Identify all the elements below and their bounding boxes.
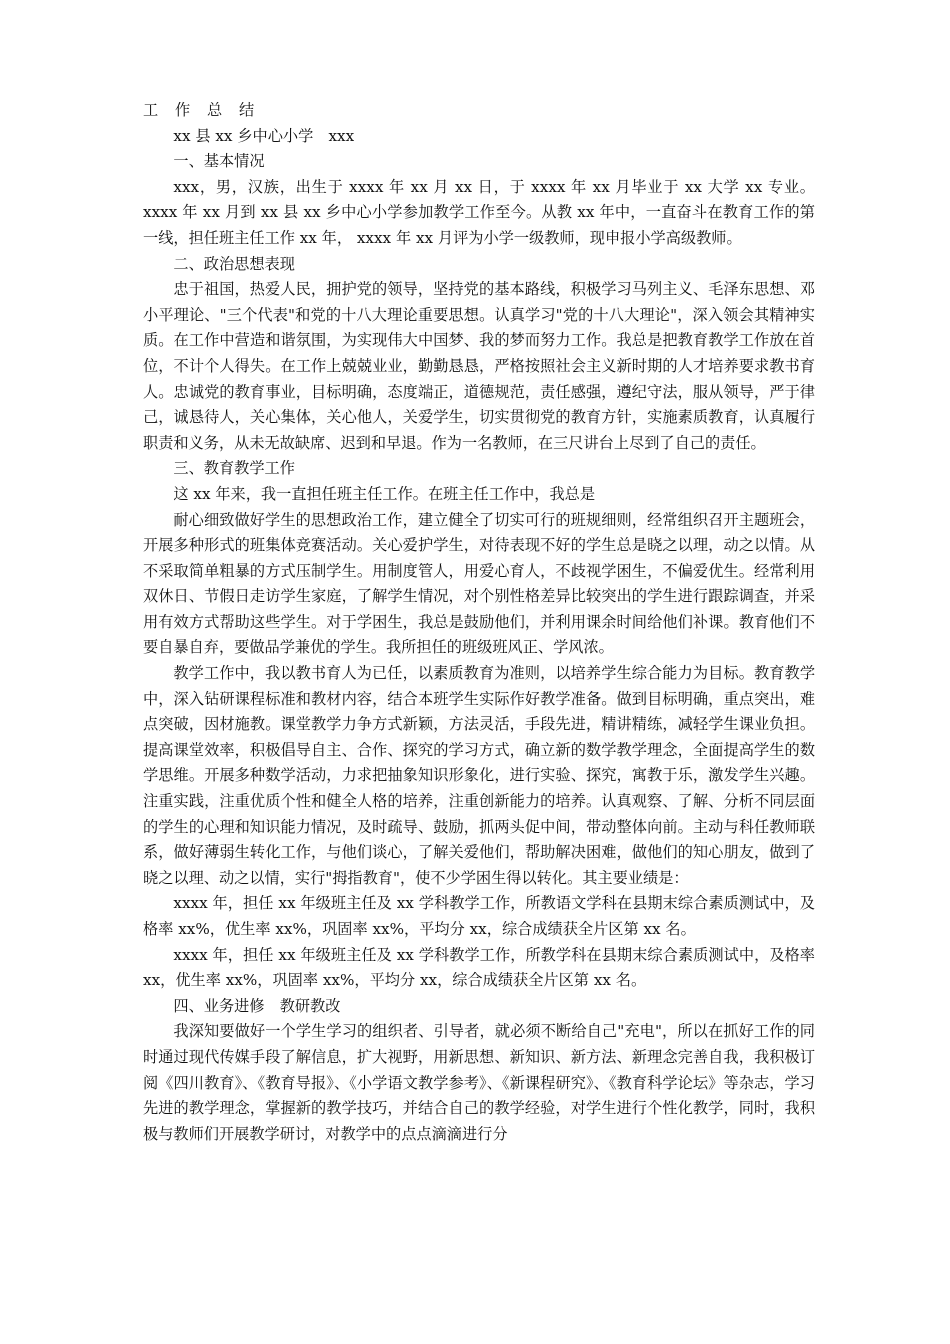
section-heading-study-research: 四、业务进修 教研教改 — [173, 996, 341, 1015]
paragraph-political: 忠于祖国，热爱人民，拥护党的领导，坚持党的基本路线，积极学习马列主义、毛泽东思想、邓小平理论、"三个代表"和党的十八大理论重要思想。认真学习"党的十八大理论"，深入领会其精神实质。在工作中营造和谐氛围，为实现伟大中国梦、我的梦而努力工作。我总是把教育教学工作放在首位，不计个人得失。在工作上兢兢业业，勤勤恳恳，严格按照社会主义新时期的人才培养要求教书育人。忠诚党的教育事业，目标明确，态度端正，道德规范，责任感强，遵纪守法，服从领导，严于律己，诚恳待人，关心集体，关心他人，关爱学生，切实贯彻党的教育方针，实施素质教育，认真履行职责和义务，从未无故缺席、迟到和早退。作为一名教师，在三尺讲台上尽到了自己的责任。 — [143, 280, 815, 452]
paragraph-achievement-1: xxxx 年，担任 xx 年级班主任及 xx 学科教学工作，所教语文学科在县期末综合素质测试中，及格率 xx%，优生率 xx%，巩固率 xx%，平均分 xx，综合成绩获全片区第 xx 名。 — [143, 894, 815, 938]
paragraph-teaching-work: 教学工作中，我以教书育人为已任，以素质教育为准则，以培养学生综合能力为目标。教育教学中，深入钻研课程标准和教材内容，结合本班学生实际作好教学准备。做到目标明确，重点突出，难点突破，因材施教。课堂教学力争方式新颖，方法灵活，手段先进，精讲精练，减轻学生课业负担。提高课堂效率，积极倡导自主、合作、探究的学习方式，确立新的数学教学理念，全面提高学生的数学思维。开展多种数学活动，力求把抽象知识形象化，进行实验、探究，寓教于乐，激发学生兴趣。注重实践，注重优质个性和健全人格的培养，注重创新能力的培养。认真观察、了解、分析不同层面的学生的心理和知识能力情况，及时疏导、鼓励，抓两头促中间，带动整体向前。主动与科任教师联系，做好薄弱生转化工作，与他们谈心，了解关爱他们，帮助解决困难，做他们的知心朋友，做到了晓之以理、动之以情，实行"拇指教育"，使不少学困生得以转化。其主要业绩是： — [143, 664, 815, 887]
paragraph-basic-info: xxx，男，汉族，出生于 xxxx 年 xx 月 xx 日，于 xxxx 年 xx 月毕业于 xx 大学 xx 专业。xxxx 年 xx 月到 xx 县 xx 乡中心小学参加教学工作至今。从教 xx 年中，一直奋斗在教育工作的第一线，担任班主任工作 xx 年， xxxx 年 xx 月评为小学一级教师，现申报小学高级教师。 — [143, 177, 815, 247]
document-title: 工 作 总 结 — [143, 101, 261, 119]
section-heading-political: 二、政治思想表现 — [173, 254, 295, 273]
author-line: xx 县 xx 乡中心小学 xxx — [173, 126, 355, 145]
document-page — [143, 98, 815, 1147]
paragraph-teaching-intro: 这 xx 年来，我一直担任班主任工作。在班主任工作中，我总是 — [173, 484, 596, 503]
paragraph-achievement-2: xxxx 年，担任 xx 年级班主任及 xx 学科教学工作，所教学科在县期末综合素质测试中，及格率 xx，优生率 xx%，巩固率 xx%，平均分 xx，综合成绩获全片区第 xx 名。 — [143, 945, 815, 990]
paragraph-class-management: 耐心细致做好学生的思想政治工作，建立健全了切实可行的班规细则，经常组织召开主题班会，开展多种形式的班集体竞赛活动。关心爱护学生，对待表现不好的学生总是晓之以理，动之以情。从不采取简单粗暴的方式压制学生。用制度管人，用爱心育人，不歧视学困生，不偏爱优生。经常利用双休日、节假日走访学生家庭，了解学生情况，对个别性格差异比较突出的学生进行跟踪调查，并采用有效方式帮助这些学生。对于学困生，我总是鼓励他们，并利用课余时间给他们补课。教育他们不要自暴自弃，要做品学兼优的学生。我所担任的班级班风正、学风浓。 — [143, 510, 815, 657]
section-heading-basic-info: 一、基本情况 — [173, 152, 265, 171]
paragraph-study-research: 我深知要做好一个学生学习的组织者、引导者，就必须不断给自己"充电"，所以在抓好工作的同时通过现代传媒手段了解信息，扩大视野，用新思想、新知识、新方法、新理念完善自我，我积极订阅《四川教育》、《教育导报》、《小学语文教学参考》、《新课程研究》、《教育科学论坛》等杂志，学习先进的教学理念，掌握新的教学技巧，并结合自己的教学经验，对学生进行个性化教学，同时，我积极与教师们开展教学研讨，对教学中的点点滴滴进行分 — [143, 1022, 815, 1143]
section-heading-teaching: 三、教育教学工作 — [173, 459, 295, 478]
